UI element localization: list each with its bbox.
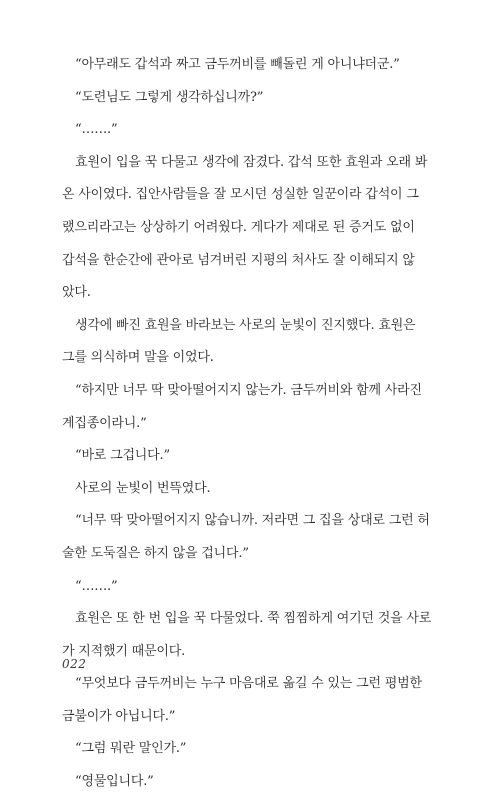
- text-line: “너무 딱 맞아떨어지지 않습니까. 저라면 그 집을 상대로 그런 허: [75, 513, 430, 529]
- text-line: “그럼 뭐란 말인가.”: [75, 741, 187, 757]
- text-line: 효원은 또 한 번 입을 꾹 다물었다. 쭉 찜찜하게 여기던 것을 사로: [75, 611, 432, 627]
- text-line: “영물입니다.”: [75, 774, 154, 790]
- text-line: “…….”: [75, 578, 118, 594]
- text-line: 금불이가 아닙니다.”: [62, 708, 176, 724]
- text-line: 생각에 빠진 효원을 바라보는 사로의 눈빛이 진지했다. 효원은: [75, 317, 416, 333]
- text-line: 가 지적했기 때문이다.: [62, 643, 186, 659]
- text-line: “도련님도 그렇게 생각하십니까?”: [75, 89, 264, 105]
- text-line: “무엇보다 금두꺼비는 누구 마음대로 옮길 수 있는 그런 평범한: [75, 676, 422, 692]
- text-line: 술한 도둑질은 하지 않을 겁니다.”: [62, 545, 249, 561]
- text-line: “…….”: [75, 122, 118, 138]
- body-text: [62, 49, 446, 799]
- text-line: 그를 의식하며 말을 이었다.: [62, 350, 214, 366]
- text-line: 갑석을 한순간에 관아로 넘겨버린 지평의 처사도 잘 이해되지 않: [62, 252, 415, 268]
- text-line: “바로 그겁니다.”: [75, 448, 170, 464]
- text-line: 계집종이라니.”: [62, 415, 147, 431]
- text-line: 랬으리라고는 상상하기 어려웠다. 게다가 제대로 된 증거도 없이: [62, 219, 415, 235]
- text-line: “하지만 너무 딱 맞아떨어지지 않는가. 금두꺼비와 함께 사라진: [75, 382, 422, 398]
- text-line: “아무래도 갑석과 짜고 금두꺼비를 빼돌린 게 아니냐더군.”: [75, 57, 400, 72]
- text-line: 효원이 입을 꾹 다물고 생각에 잠겼다. 갑석 또한 효원과 오래 봐: [75, 154, 428, 170]
- text-line: 온 사이였다. 집안사람들을 잘 모시던 성실한 일꾼이라 갑석이 그: [62, 187, 419, 203]
- page-number: 022: [62, 657, 87, 671]
- text-line: 사로의 눈빛이 번뜩였다.: [75, 480, 211, 496]
- text-line: 았다.: [62, 285, 91, 301]
